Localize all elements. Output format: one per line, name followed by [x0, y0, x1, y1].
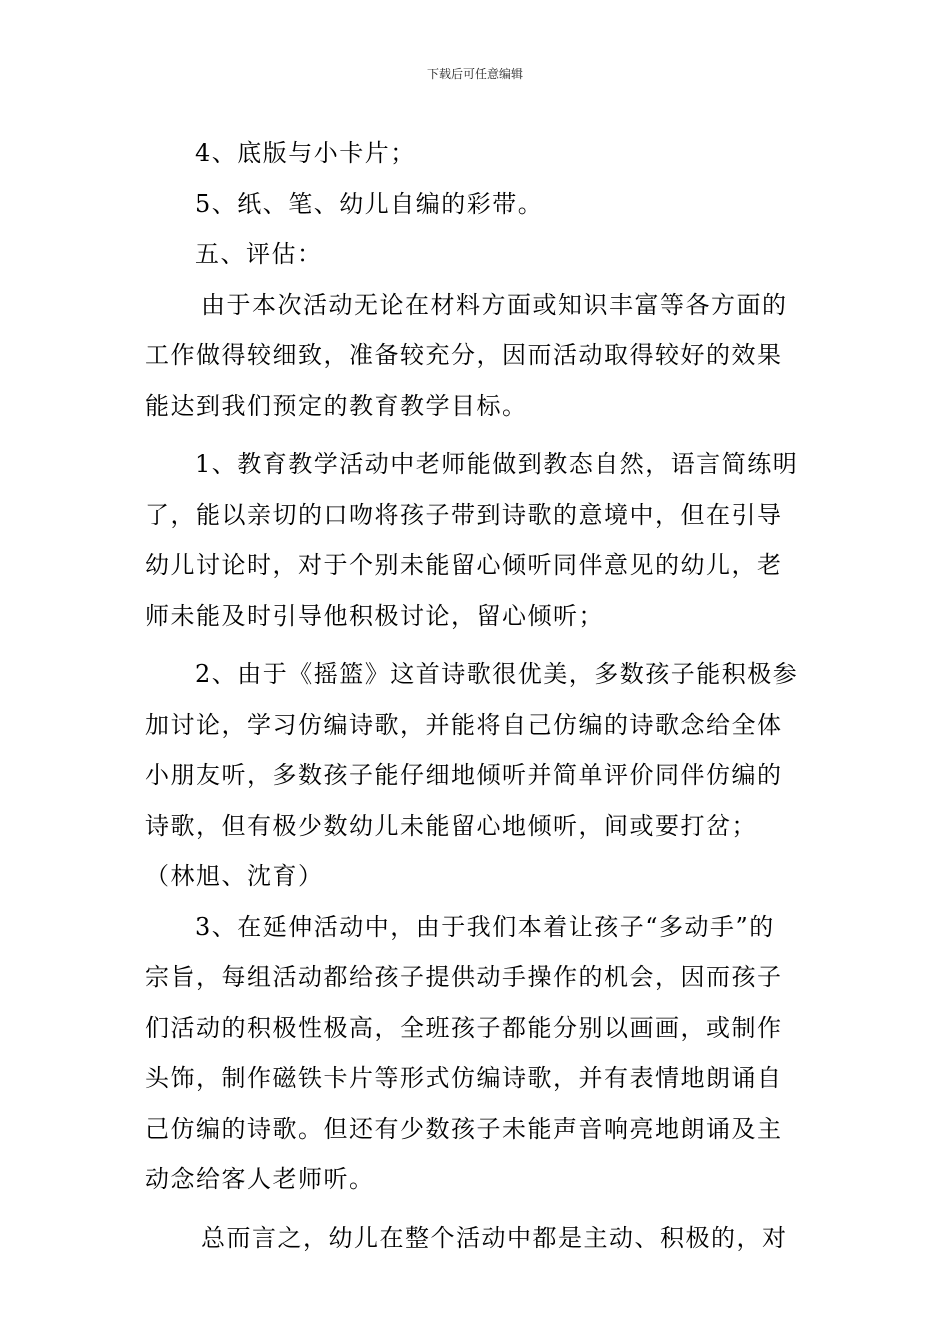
paragraph-line: 1、教育教学活动中老师能做到教态自然，语言简练明 — [195, 450, 799, 478]
paragraph-line: 能达到我们预定的教育教学目标。 — [145, 391, 528, 420]
paragraph-line: 小朋友听，多数孩子能仔细地倾听并简单评价同伴仿编的 — [145, 761, 783, 789]
paragraph-line: 诗歌，但有极少数幼儿未能留心地倾听，间或要打岔； — [145, 811, 757, 840]
document-body — [145, 128, 810, 1263]
paragraph-line: 动念给客人老师听。 — [145, 1165, 375, 1193]
paragraph-line: 工作做得较细致，准备较充分，因而活动取得较好的效果 — [145, 341, 783, 369]
paragraph-line: 幼儿讨论时，对于个别未能留心倾听同伴意见的幼儿，老 — [145, 551, 783, 579]
paragraph-line: 了，能以亲切的口吻将孩子带到诗歌的意境中，但在引导 — [145, 500, 783, 529]
page-header: 下载后可任意编辑 — [426, 67, 523, 81]
paragraph-line: （林旭、沈育） — [145, 862, 324, 890]
paragraph-line: 2、由于《摇篮》这首诗歌很优美，多数孩子能积极参 — [195, 660, 799, 688]
paragraph-line: 们活动的积极性极高，全班孩子都能分别以画画，或制作 — [145, 1013, 783, 1042]
paragraph-line: 师未能及时引导他积极讨论，留心倾听； — [145, 601, 604, 630]
material-item-4: 4、底版与小卡片； — [195, 139, 416, 167]
paragraph-line: 头饰，制作磁铁卡片等形式仿编诗歌，并有表情地朗诵自 — [145, 1064, 783, 1092]
section-heading-evaluation: 五、评估： — [195, 240, 323, 268]
material-item-5: 5、纸、笔、幼儿自编的彩带。 — [195, 189, 544, 218]
paragraph-line: 3、在延伸活动中，由于我们本着让孩子“多动手”的 — [195, 912, 775, 941]
paragraph-line: 宗旨，每组活动都给孩子提供动手操作的机会，因而孩子 — [145, 963, 783, 991]
paragraph-line: 己仿编的诗歌。但还有少数孩子未能声音响亮地朗诵及主 — [145, 1114, 783, 1143]
paragraph-line: 总而言之，幼儿在整个活动中都是主动、积极的，对 — [201, 1223, 788, 1252]
paragraph-line: 加讨论，学习仿编诗歌，并能将自己仿编的诗歌念给全体 — [145, 710, 783, 739]
paragraph-line: 由于本次活动无论在材料方面或知识丰富等各方面的 — [201, 290, 788, 319]
